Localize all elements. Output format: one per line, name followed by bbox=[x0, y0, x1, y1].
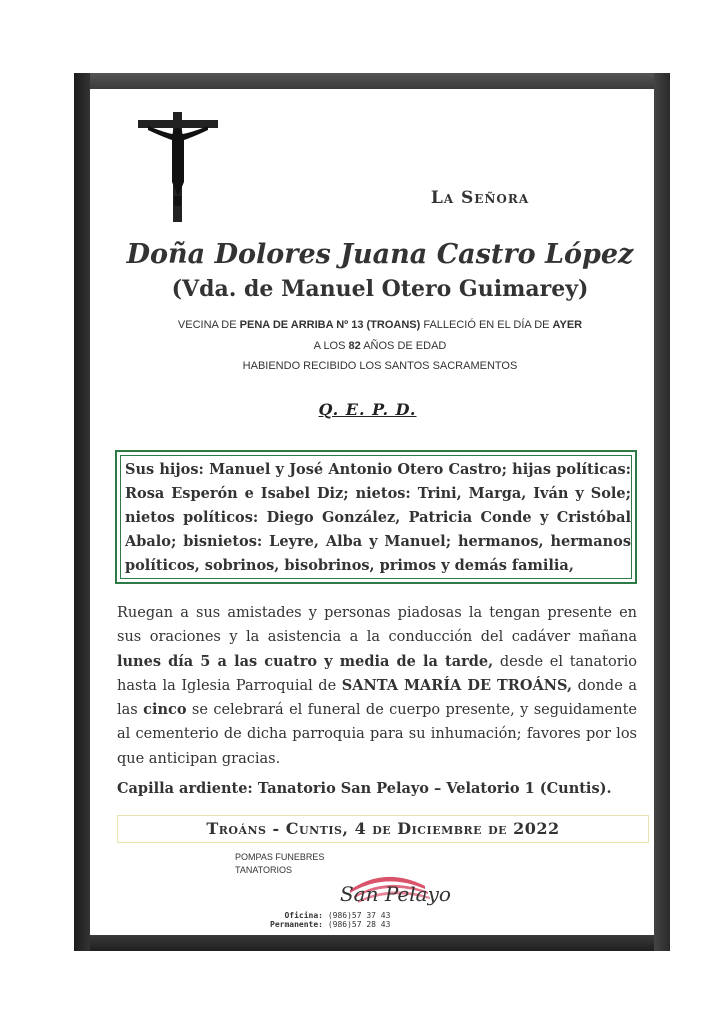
office-label: Oficina: bbox=[284, 911, 323, 920]
info-line-2 bbox=[100, 340, 660, 352]
permanent-phone-line bbox=[265, 920, 390, 929]
request-text: Ruegan a sus amistades y personas piadosas la tengan presente en sus oraciones y la asistencia a la conducción del cadáver mañana bbox=[117, 605, 637, 646]
date-line: Troáns - Cuntis, 4 de Diciembre de 2022 bbox=[206, 819, 560, 838]
info-age: 82 bbox=[348, 340, 361, 352]
deceased-name: Doña Dolores Juana Castro López bbox=[126, 239, 634, 270]
funeral-home-label-2: TANATORIOS bbox=[235, 865, 293, 875]
frame-bevel-bottom bbox=[74, 935, 670, 951]
request-time: lunes día 5 a las cuatro y media de la tarde, bbox=[117, 652, 494, 670]
request-text: donde a las bbox=[117, 677, 638, 719]
permanent-label: Permanente: bbox=[270, 920, 323, 929]
frame-bevel-top bbox=[74, 73, 670, 89]
office-phone: (986)57 37 43 bbox=[327, 911, 391, 920]
request-text: se celebrará el funeral de cuerpo presente, y seguidamente al cementerio de dicha parroquia para su inhumación; favores por los que anticipan gracias. bbox=[117, 702, 637, 767]
info-line-1 bbox=[100, 319, 660, 331]
funeral-home-label-1: POMPAS FUNEBRES bbox=[235, 852, 325, 862]
request-hour: cinco bbox=[143, 701, 187, 719]
request-church: SANTA MARÍA DE TROÁNS, bbox=[341, 676, 572, 694]
permanent-phone: (986)57 28 43 bbox=[327, 920, 391, 929]
info-address: PENA DE ARRIBA Nº 13 (TROANS) bbox=[239, 319, 421, 331]
title-prefix: La Señora bbox=[430, 188, 530, 208]
info-line-3: HABIENDO RECIBIDO LOS SANTOS SACRAMENTOS bbox=[242, 360, 518, 372]
office-phone-line bbox=[265, 911, 390, 920]
info-day: AYER bbox=[552, 319, 583, 331]
request-text: desde el tanatorio hasta la Iglesia Parroquial de bbox=[117, 653, 638, 694]
family-list: Sus hijos: Manuel y José Antonio Otero Castro; hijas políticas: Rosa Esperón e Isabel Diz; nietos: Trini, Marga, Iván y Sole; nietos políticos: Diego González, Patricia Conde y Cristóbal Abalo; bisnietos: Leyre, Alba y Manuel; hermanos, hermanos políticos, sobrinos, bisobrinos, primos y demás familia, bbox=[125, 461, 631, 574]
info-text: AÑOS DE EDAD bbox=[360, 340, 447, 352]
request-paragraph bbox=[117, 601, 637, 771]
frame-bevel-left bbox=[74, 73, 90, 951]
chapel-line: Capilla ardiente: Tanatorio San Pelayo – Velatorio 1 (Cuntis). bbox=[117, 780, 612, 797]
info-text: VECINA DE bbox=[177, 319, 240, 331]
info-text: A LOS bbox=[313, 340, 349, 352]
qepd: Q. E. P. D. bbox=[318, 400, 417, 419]
logo-text: San Pelayo bbox=[340, 882, 451, 906]
frame-bevel-right bbox=[654, 73, 670, 951]
widow-of: (Vda. de Manuel Otero Guimarey) bbox=[171, 276, 589, 302]
info-text: FALLECIÓ EN EL DÍA DE bbox=[420, 319, 553, 331]
crucifix-icon bbox=[138, 112, 218, 222]
